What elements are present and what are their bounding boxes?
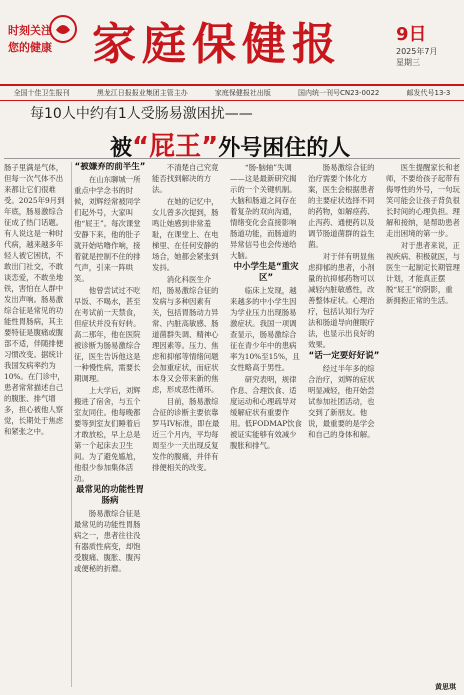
info-item: 全国十佳卫生报刊: [13, 89, 70, 97]
article-column-1: [74, 162, 146, 687]
paragraph: 对于患者来说，正视疾病、积极就医，与医生一起制定长期管理计划，才能真正摆脱“屁王”的阴影，重新拥抱正常的生活。: [386, 241, 460, 305]
headline-post: 外号困住的人: [218, 136, 351, 161]
article-lead: 每10人中约有1人受肠易激困扰——: [30, 106, 253, 122]
paragraph: 他曾尝试过不吃早饭、不喝水，甚至在考试前一天禁食，但症状并没有好转。高二那年，他在医院被诊断为肠易激综合征，医生告诉他这是一种慢性病，需要长期调理。: [74, 286, 141, 383]
masthead: [0, 0, 464, 84]
paragraph: 肠易激综合征的治疗需要个体化方案，医生会根据患者的主要症状选择不同的药物，如解痉药、止泻药、通便药以及调节肠道菌群的益生菌。: [308, 163, 375, 249]
subheading: 中小学生是“重灾区”: [233, 262, 299, 283]
subheading: “被嫌弃的前半生”: [74, 162, 146, 172]
info-item: 黑龙江日报报业集团主管主办: [96, 89, 188, 97]
article-column-4: [308, 162, 380, 687]
paragraph: “肠-脑轴”失调——这是最新研究揭示的一个关键机制。大脑和肠道之间存在着复杂的双向沟通，情绪变化会直接影响肠道功能，而肠道的异常信号也会传递给大脑。: [230, 163, 297, 260]
publication-info-bar: [0, 84, 464, 101]
paragraph: 医生提醒家长和老师，不要给孩子起带有侮辱性的外号，一句玩笑可能会让孩子背负很长时间的心理负担。理解和接纳，是帮助患者走出困境的第一步。: [386, 163, 460, 238]
paragraph: 经过半年多的综合治疗，刘辉的症状明显减轻，他开始尝试参加社团活动，也交到了新朋友。他说，最重要的是学会和自己的身体和解。: [308, 364, 375, 439]
sidebar-column: 肠子里满是气体，但每一次气体不出来都让它们很难受。2025年9月到年底，肠易激综合征成了热门话题。有人说这是一种时代病，越来越多年轻人被它困扰，不敢出门社交，不敢谈恋爱，不敢坐地铁，害怕在人群中发出声响。肠易激综合征是常见的功能性胃肠病，其主要特征是腹痛或腹部不适，伴随排便习惯改变。据统计我国发病率约为10%。在门诊中，患者常常描述自己的腹胀、排气增多，担心被他人察觉，长期处于焦虑和紧张之中。: [4, 162, 72, 687]
paragraph: 在山东聊城一所重点中学念书的时候，刘辉经常被同学们起外号，大家叫他“屁王”。每次课堂安静下来，他的肚子就开始咕噜作响，接着就是控制不住的排气声，引来一阵哄笑。: [74, 175, 141, 283]
newspaper-title: 家庭保健报: [92, 19, 342, 70]
paragraph: 消化科医生介绍，肠易激综合征的发病与多种因素有关，包括胃肠动力异常、内脏高敏感、肠道菌群失调、精神心理因素等。压力、焦虑和抑郁等情绪问题会加重症状，而症状本身又会带来新的焦虑，形成恶性循环。: [152, 275, 219, 394]
paragraph: 临床上发现，越来越多的中小学生因为学业压力出现肠易激症状。我国一项调查显示，肠易激综合征在青少年中的患病率为10%至15%，且女性略高于男性。: [230, 286, 300, 372]
paragraph: 上大学后，刘辉搬进了宿舍，与五个室友同住。他每晚都要等到室友们睡着后才敢放松，早上总是第一个起床去卫生间。为了避免尴尬，他很少参加集体活动。: [74, 386, 141, 483]
paragraph: 目前，肠易激综合征的诊断主要依靠罗马IV标准，即在最近三个月内，平均每周至少一天出现反复发作的腹痛，并伴有排便相关的改变。: [152, 397, 220, 472]
paragraph: 对于伴有明显焦虑抑郁的患者，小剂量的抗抑郁药物可以减轻内脏敏感性，改善整体症状。心理治疗，包括认知行为疗法和肠道导向催眠疗法，也显示出良好的效果。: [308, 252, 375, 349]
issue-weekday: 星期三: [396, 58, 420, 67]
paragraph: 在她的记忆中，女儿曾多次提到，肠鸣让她感到非常羞耻，在课堂上、在电梯里、在任何安静的场合，她都会紧张到发抖。: [152, 197, 219, 272]
slogan: [8, 22, 52, 56]
article-column-2: [152, 162, 224, 687]
newspaper-logo-icon: [48, 14, 78, 44]
author-byline: 黄思琪: [435, 682, 456, 691]
headline-divider: [4, 158, 460, 159]
article-column-3: [230, 162, 302, 687]
paragraph: 不清楚自己究竟能否找到解决的方法。: [152, 163, 219, 194]
info-item: 国内统一刊号CN23-0022: [297, 89, 380, 97]
slogan-line-1: 时刻关注: [8, 24, 52, 37]
paragraph: 肠易激综合征是最常见的功能性胃肠病之一，患者往往没有器质性病变，却饱受腹痛、腹胀、腹泻或便秘的折磨。: [74, 509, 141, 573]
info-item: 邮发代号13-3: [406, 89, 451, 97]
headline-pre: 被: [110, 136, 133, 161]
issue-date: [396, 20, 454, 68]
subheading: “话一定要好好说”: [308, 351, 380, 361]
subheading: 最常见的功能性胃肠病: [75, 485, 144, 506]
issue-month: 2025年7月: [396, 47, 438, 56]
slogan-line-2: 您的健康: [8, 41, 52, 54]
issue-day: 9日: [396, 24, 427, 45]
headline-highlight: “屁王”: [132, 132, 219, 162]
info-item: 家庭保健报社出版: [214, 89, 271, 97]
article-column-5: [386, 162, 460, 687]
paragraph: 研究表明，规律作息、合理饮食、适度运动和心理疏导对缓解症状有重要作用。低FODMAP饮食被证实能够有效减少腹胀和排气。: [230, 375, 302, 450]
